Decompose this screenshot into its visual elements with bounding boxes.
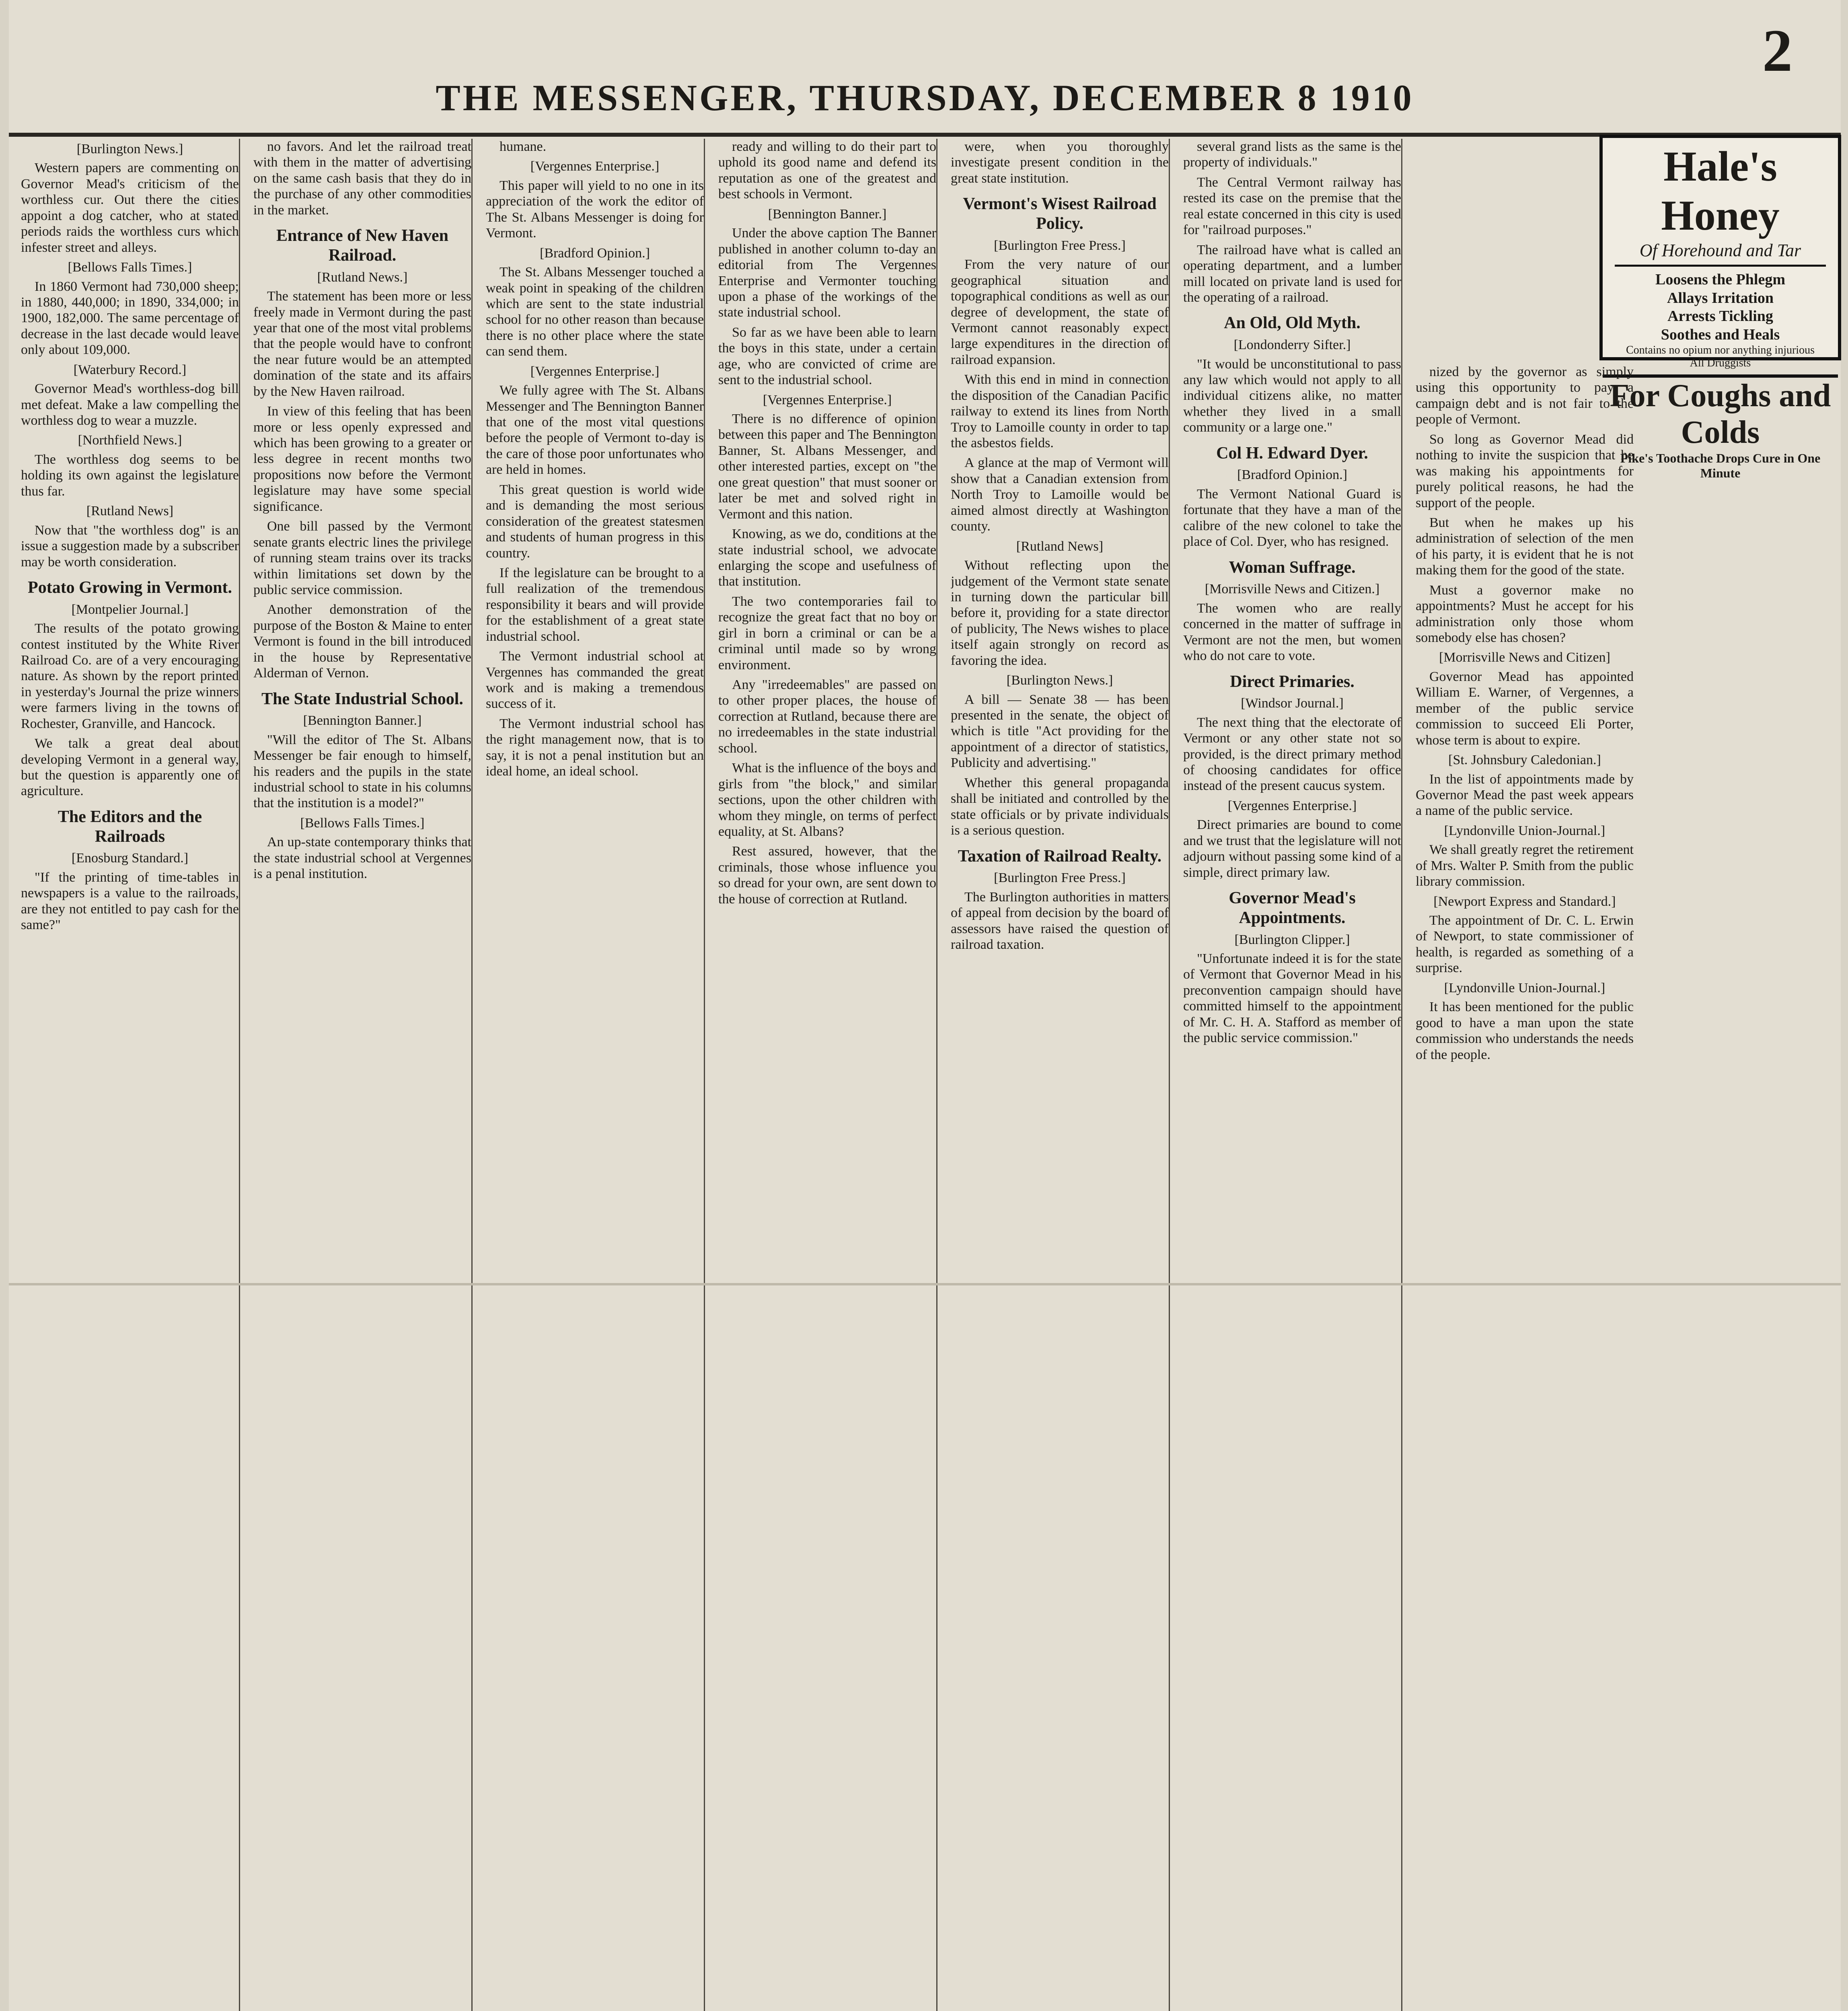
column-4 <box>718 139 937 2011</box>
article-source: [Bellows Falls Times.] <box>68 260 192 275</box>
column-3 <box>486 139 705 2011</box>
article-paragraph: "Will the editor of The St. Albans Messenger be fair enough to himself, his readers and the pupils in the state industrial school to state in his columns that the institution is a model?" <box>253 732 471 811</box>
article-paragraph: A glance at the map of Vermont will show that a Canadian extension from North Troy to Lamoille would be aimed almost directly at Washington county. <box>951 455 1169 534</box>
ad-line: Soothes and Heals <box>1661 326 1780 343</box>
article-source: [Lyndonville Union-Journal.] <box>1444 980 1605 995</box>
article-source: [Morrisville News and Citizen] <box>1439 650 1610 665</box>
article-source: [Vergennes Enterprise.] <box>1227 798 1357 813</box>
article-paragraph: were, when you thoroughly investigate present condition in the great state institution. <box>951 139 1169 186</box>
article-paragraph: An up-state contemporary thinks that the state industrial school at Vergennes is a penal institution. <box>253 835 471 882</box>
article-paragraph: Whether this general propaganda shall be initiated and controlled by the state officials or by private individuals is a serious question. <box>951 775 1169 838</box>
article-source: [Burlington Free Press.] <box>994 870 1126 886</box>
article-paragraph: The St. Albans Messenger touched a weak point in speaking of the children which are sent to the state industrial school for no other reason than because there is no other place where the state can send them. <box>486 265 704 359</box>
article-paragraph: This great question is world wide and is demanding the most serious consideration of the greatest statesmen and students of human progress in this country. <box>486 482 704 561</box>
article-paragraph: Without reflecting upon the judgement of the Vermont state senate in turning down the particular bill before it, providing for a state director of publicity, The News wishes to place itself again strongly on record as favoring the idea. <box>951 558 1169 668</box>
article-paragraph: So long as Governor Mead did nothing to invite the suspicion that he was making his appointments for purely political reasons, he had the support of the people. <box>1416 432 1634 510</box>
article-source: [Londonderry Sifter.] <box>1233 337 1351 353</box>
article-headline: Direct Primaries. <box>1230 672 1355 691</box>
article-paragraph: There is no difference of opinion between this paper and The Bennington Banner, St. Albans Messenger, and other interested parties, except on "the one great question" that must sooner or later be met and solved right in Vermont and this nation. <box>718 411 936 522</box>
article-paragraph: We shall greatly regret the retirement of Mrs. Walter P. Smith from the public library commission. <box>1416 842 1634 889</box>
article-source: [Rutland News] <box>86 504 174 519</box>
article-paragraph: The Vermont industrial school has the right management now, that is to say, it is not a penal institution but an ideal home, an ideal school. <box>486 716 704 779</box>
column-5 <box>951 139 1170 2011</box>
ad-line: Allays Irritation <box>1667 289 1774 306</box>
article-source: [Burlington News.] <box>76 142 183 156</box>
article-headline: Vermont's Wisest Railroad Policy. <box>963 195 1157 233</box>
article-paragraph: humane. <box>500 139 547 154</box>
article-paragraph: "Unfortunate indeed it is for the state of Vermont that Governor Mead in his preconvention campaign should have committed himself to the appointment of Mr. C. H. A. Stafford as member of the public service commission." <box>1183 951 1401 1046</box>
article-paragraph: Rest assured, however, that the criminals, those whose influence you so dread for your own, are sent down to the house of correction at Rutland. <box>718 844 936 907</box>
article-source: [Windsor Journal.] <box>1241 696 1344 711</box>
ad-note: Contains no opium nor anything injurious <box>1626 344 1815 357</box>
article-source: [Lyndonville Union-Journal.] <box>1444 823 1605 838</box>
page-title: THE MESSENGER, THURSDAY, DECEMBER 8 1910 <box>436 77 1414 118</box>
article-columns <box>21 139 1829 2011</box>
article-paragraph: The two contemporaries fail to recognize the great fact that no boy or girl in born a criminal or can be a criminal until made so by wrong environment. <box>718 594 936 672</box>
article-paragraph: With this end in mind in connection the disposition of the Canadian Pacific railway to extend its lines from North Troy to Lamoille county in order to tap the asbestos fields. <box>951 372 1169 450</box>
article-paragraph: This paper will yield to no one in its appreciation of the work the editor of The St. Albans Messenger is doing for Vermont. <box>486 178 704 241</box>
ad-product-name: Hale's Honey <box>1661 143 1780 239</box>
article-headline: Governor Mead's Appointments. <box>1229 889 1356 927</box>
article-headline: Potato Growing in Vermont. <box>28 578 232 597</box>
article-paragraph: We fully agree with The St. Albans Messenger and The Bennington Banner that one of the most vital questions before the people of Vermont to-day is the care of those poor unfortunates who are held in homes. <box>486 383 704 477</box>
article-paragraph: The Burlington authorities in matters of appeal from decision by the board of assessors have raised the question of railroad taxation. <box>951 889 1169 952</box>
article-source: [St. Johnsbury Caledonian.] <box>1448 753 1601 768</box>
column-2 <box>253 139 473 2011</box>
article-source: [Vergennes Enterprise.] <box>763 392 892 407</box>
article-source: [Montpelier Journal.] <box>71 602 189 617</box>
article-paragraph: Direct primaries are bound to come and we trust that the legislature will not adjourn without passing some kind of a simple, direct primary law. <box>1183 817 1401 880</box>
article-paragraph: The railroad have what is called an operating department, and a lumber mill located on private land is used for the operating of a railroad. <box>1183 242 1401 305</box>
article-paragraph: If the legislature can be brought to a full realization of the tremendous responsibility it bears and will provide for the establishment of a great state industrial school. <box>486 565 704 644</box>
article-paragraph: several grand lists as the same is the property of individuals." <box>1183 139 1401 170</box>
article-paragraph: The women who are really concerned in the matter of suffrage in Vermont are not the men, but women who do not care to vote. <box>1183 600 1401 664</box>
article-paragraph: In view of this feeling that has been more or less openly expressed and which has been growing to a greater or less degree in recent months two propositions now before the Vermont legislature may have some special significance. <box>253 404 471 514</box>
article-headline: Woman Suffrage. <box>1229 558 1356 577</box>
article-paragraph: But when he makes up his administration of selection of the men of his party, it is evident that he is not making them for the good of the state. <box>1416 515 1634 578</box>
article-headline: The Editors and the Railroads <box>58 807 202 846</box>
ad-footer: Pike's Toothache Drops Cure in One Minute <box>1620 451 1821 481</box>
article-source: [Waterbury Record.] <box>73 362 187 377</box>
article-source: [Bellows Falls Times.] <box>300 815 425 831</box>
article-paragraph: In 1860 Vermont had 730,000 sheep; in 1880, 440,000; in 1890, 334,000; in 1900, 182,000. The same percentage of decrease in the last decade would leave only about 109,000. <box>21 279 239 358</box>
article-source: [Rutland News.] <box>317 269 408 285</box>
article-paragraph: The statement has been more or less freely made in Vermont during the past year that one of the most vital problems that the people would have to confront the near future would be an attempted domination of the state and its affairs by the New Haven railroad. <box>253 289 471 399</box>
article-paragraph: The appointment of Dr. C. L. Erwin of Newport, to state commissioner of health, is regarded as something of a surprise. <box>1416 913 1634 976</box>
article-paragraph: From the very nature of our geographical situation and topographical conditions as well as our degree of development, the state of Vermont cannot reasonably expect large expenditures in the direction of railroad expansion. <box>951 257 1169 367</box>
article-source: [Bradford Opinion.] <box>1237 467 1347 483</box>
page-fold <box>9 1283 1841 1285</box>
article-paragraph: Any "irredeemables" are passed on to other proper places, the house of correction at Rutland, because there are no irredeemables in the state industrial school. <box>718 677 936 756</box>
article-paragraph: no favors. And let the railroad treat with them in the matter of advertising on the same cash basis that they do in the purchase of any other commodities in the market. <box>253 139 471 218</box>
ad-line: Loosens the Phlegm <box>1655 271 1785 288</box>
article-paragraph: Western papers are commenting on Governor Mead's criticism of the worthless cur. Out there the cities appoint a dog catcher, who at stated periods raids the worthless curs which infester street and alleys. <box>21 160 239 255</box>
article-paragraph: The worthless dog seems to be holding its own against the legislature thus far. <box>21 452 239 499</box>
article-paragraph: Another demonstration of the purpose of the Boston & Maine to enter Vermont is found in the bill introduced in the house by Representative Alderman of Vernon. <box>253 602 471 681</box>
column-6 <box>1183 139 1402 2011</box>
article-paragraph: What is the influence of the boys and girls from "the block," and similar sections, upon the other children with whom they mingle, on terms of perfect equality, at St. Albans? <box>718 761 936 839</box>
article-paragraph: The next thing that the electorate of Vermont or any other state not so provided, is the direct primary method of choosing candidates for office instead of the present caucus system. <box>1183 715 1401 794</box>
column-1 <box>21 139 240 2011</box>
article-paragraph: Now that "the worthless dog" is an issue a suggestion made by a subscriber may be worth consideration. <box>21 522 239 570</box>
article-source: [Vergennes Enterprise.] <box>530 159 660 174</box>
article-paragraph: In the list of appointments made by Governor Mead the past week appears a name of the public service. <box>1416 771 1634 818</box>
article-paragraph: A bill — Senate 38 — has been presented in the senate, the object of which is title "Act providing for the appointment of a director of statistics, Publicity and advertising." <box>951 692 1169 771</box>
article-source: [Bennington Banner.] <box>303 713 422 728</box>
article-source: [Bradford Opinion.] <box>540 245 650 261</box>
masthead <box>9 0 1841 137</box>
ad-subtitle: Of Horehound and Tar <box>1639 241 1801 260</box>
article-source: [Morrisville News and Citizen.] <box>1205 582 1380 597</box>
article-headline: The State Industrial School. <box>261 689 463 708</box>
article-paragraph: It has been mentioned for the public good to have a man upon the state commission who understands the needs of the people. <box>1416 999 1634 1062</box>
article-paragraph: "If the printing of time-tables in newspapers is a value to the railroads, are they not entitled to pay cash for the same?" <box>21 870 239 933</box>
article-paragraph: The results of the potato growing contest instituted by the White River Railroad Co. are of a very encouraging nature. As shown by the report printed in yesterday's Journal the prize winners were farmers living in the towns of Rochester, Granville, and Hancock. <box>21 621 239 731</box>
ad-line: Arrests Tickling <box>1667 308 1773 325</box>
article-paragraph: We talk a great deal about developing Vermont in a general way, but the question is apparently one of agriculture. <box>21 736 239 799</box>
article-source: [Bennington Banner.] <box>768 206 887 222</box>
article-paragraph: Under the above caption The Banner published in another column to-day an editorial from The Vergennes Enterprise and Vermonter touching upon a phase of the workings of the state industrial school. <box>718 226 936 320</box>
article-paragraph: So far as we have been able to learn the boys in this state, under a certain age, who are convicted of crime are sent to the industrial school. <box>718 325 936 388</box>
article-source: [Burlington Free Press.] <box>994 238 1126 253</box>
article-paragraph: nized by the governor as simply using this opportunity to pay a campaign debt and is not fair to the people of Vermont. <box>1416 364 1634 427</box>
article-paragraph: ready and willing to do their part to uphold its good name and defend its reputation as one of the greatest and best schools in Vermont. <box>718 139 936 202</box>
article-paragraph: "It would be unconstitutional to pass any law which would not apply to all individual citizens alike, no matter whether they lived in a small community or a large one." <box>1183 356 1401 435</box>
article-paragraph: Governor Mead's worthless-dog bill met defeat. Make a law compelling the worthless dog to wear a muzzle. <box>21 381 239 428</box>
article-source: [Burlington Clipper.] <box>1234 932 1350 947</box>
article-headline: An Old, Old Myth. <box>1224 314 1361 333</box>
page-number: 2 <box>1762 17 1792 84</box>
article-paragraph: Governor Mead has appointed William E. Warner, of Vergennes, a member of the public service commission to succeed Eli Porter, whose term is about to expire. <box>1416 669 1634 748</box>
article-headline: Col H. Edward Dyer. <box>1216 444 1368 463</box>
article-paragraph: One bill passed by the Vermont senate grants electric lines the privilege of running steam trains over its tracks within limitations set down by the public service commission. <box>253 519 471 597</box>
article-paragraph: The Vermont industrial school at Vergennes has commanded the great work and is making a tremendous success of it. <box>486 649 704 711</box>
article-paragraph: The Vermont National Guard is fortunate that they have a man of the calibre of the new colonel to take the place of Col. Dyer, who has resigned. <box>1183 486 1401 549</box>
article-source: [Rutland News] <box>1016 539 1104 554</box>
article-source: [Vergennes Enterprise.] <box>530 364 660 379</box>
article-source: [Northfield News.] <box>78 433 182 448</box>
article-source: [Newport Express and Standard.] <box>1433 894 1616 909</box>
newspaper-page <box>9 0 1841 2011</box>
article-headline: Taxation of Railroad Realty. <box>958 847 1162 866</box>
article-headline: Entrance of New Haven Railroad. <box>276 226 449 265</box>
ad-druggists: All Druggists <box>1690 357 1751 370</box>
ad-headline: For Coughs and Colds <box>1603 374 1838 451</box>
article-paragraph: Knowing, as we do, conditions at the state industrial school, we advocate enlarging the scope and usefulness of that institution. <box>718 526 936 589</box>
article-source: [Enosburg Standard.] <box>71 851 189 866</box>
article-paragraph: The Central Vermont railway has rested its case on the premise that the real estate concerned in this city is used for "railroad purposes." <box>1183 175 1401 238</box>
article-paragraph: Must a governor make no appointments? Must he accept for his administration only those whom somebody else has chosen? <box>1416 582 1634 645</box>
article-source: [Burlington News.] <box>1006 673 1113 688</box>
column-7 <box>1416 364 1634 2011</box>
